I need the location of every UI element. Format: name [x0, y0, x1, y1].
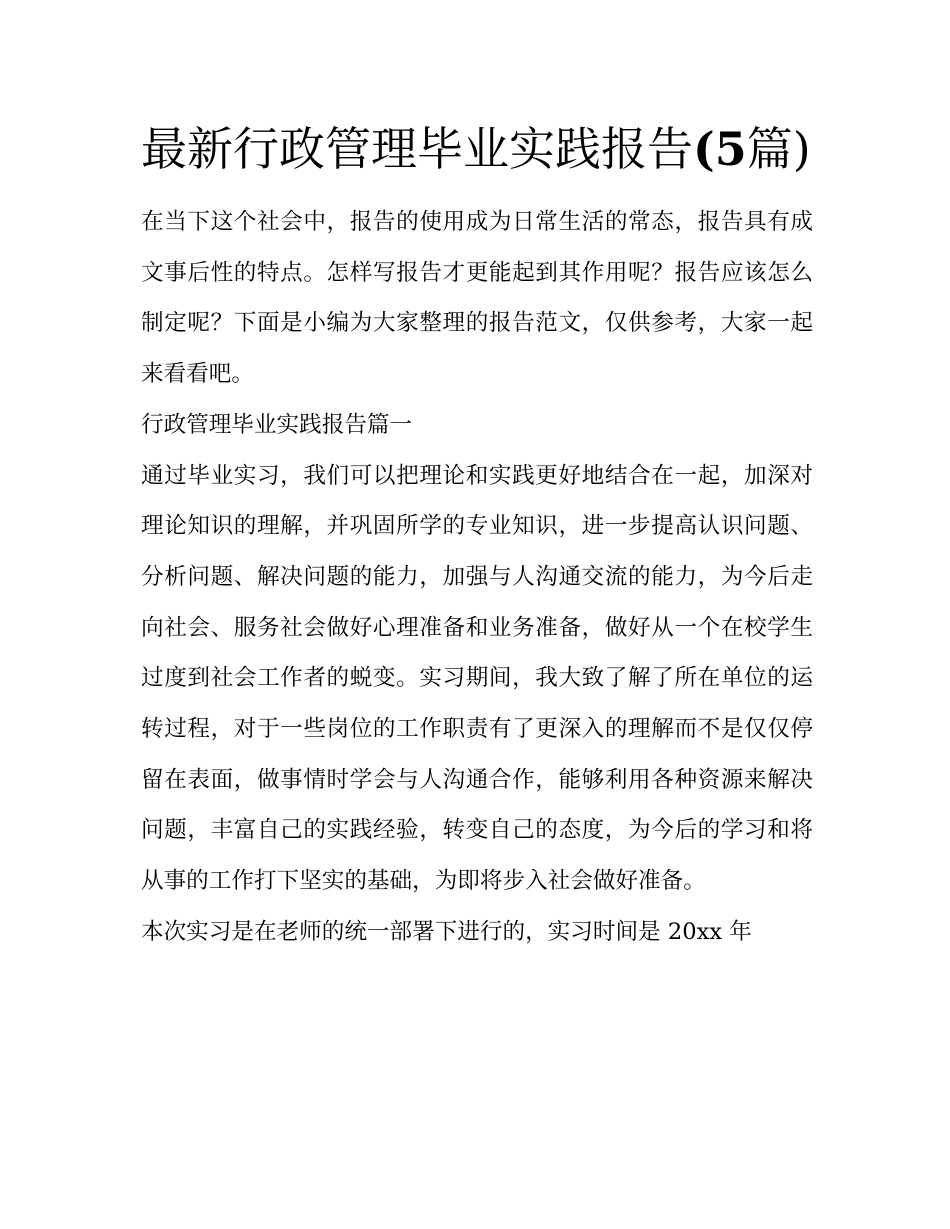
body-paragraph-2: 本次实习是在老师的统一部署下进行的，实习时间是 20xx 年 [141, 918, 752, 945]
title-main-text: 最新行政管理毕业实践报告 [141, 122, 693, 176]
intro-paragraph: 在当下这个社会中，报告的使用成为日常生活的常态，报告具有成文事后性的特点。怎样写报告才更能起到其作用呢？报告应该怎么制定呢？下面是小编为大家整理的报告范文，仅供参考，大家一起来看看吧。 [141, 209, 813, 388]
document-page [141, 118, 813, 958]
document-body [141, 197, 813, 958]
section-heading-1: 行政管理毕业实践报告篇一 [141, 411, 413, 438]
title-count-text: (5 [693, 122, 747, 176]
title-end-text: 篇) [746, 122, 811, 176]
body-paragraph-1: 通过毕业实习，我们可以把理论和实践更好地结合在一起，加深对理论知识的理解，并巩固所学的专业知识，进一步提高认识问题、分析问题、解决问题的能力，加强与人沟通交流的能力，为今后走向社会、服务社会做好心理准备和业务准备，做好从一个在校学生过度到社会工作者的蜕变。实习期间，我大致了解了所在单位的运转过程，对于一些岗位的工作职责有了更深入的理解而不是仅仅停留在表面，做事情时学会与人沟通合作，能够利用各种资源来解决问题，丰富自己的实践经验，转变自己的态度，为今后的学习和将从事的工作打下坚实的基础，为即将步入社会做好准备。 [141, 462, 813, 895]
document-title [141, 118, 813, 180]
